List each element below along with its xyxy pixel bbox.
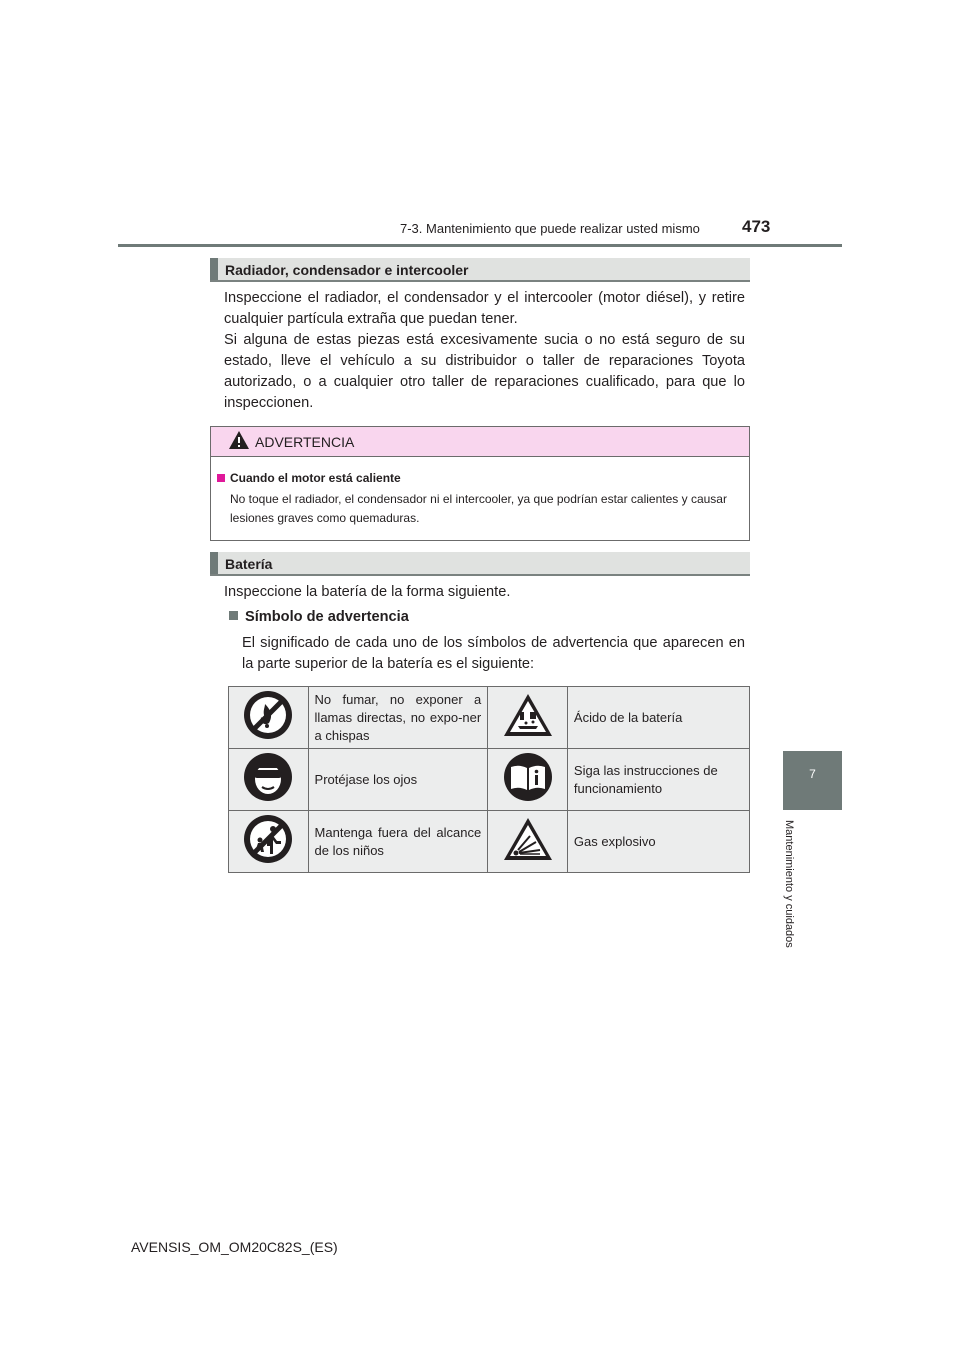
symbol-cell [488,687,568,749]
symbol-text: Mantenga fuera del alcance de los niños [308,811,488,873]
chapter-number: 7 [809,767,816,781]
chapter-label-text: Mantenimiento y cuidados [783,820,795,948]
battery-subheading-text: Símbolo de advertencia [245,609,409,625]
symbol-text: No fumar, no exponer a llamas directas, no expo-ner a chispas [308,687,488,749]
header-section-title: 7-3. Mantenimiento que puede realizar usted mismo [400,221,700,236]
symbol-cell [229,811,309,873]
symbol-cell [488,749,568,811]
symbol-text: Gas explosivo [567,811,749,873]
page-number: 473 [742,217,771,236]
battery-acid-icon [502,692,554,738]
battery-symbols-table [228,686,750,873]
pink-bullet-icon [217,474,225,482]
chapter-label [777,820,807,970]
symbol-text: Protéjase los ojos [308,749,488,811]
warning-box [210,426,750,541]
warning-title-text: Cuando el motor está caliente [230,471,401,485]
battery-description: El significado de cada uno de los símbolos de advertencia que aparecen en la parte superior de la batería es el siguiente: [242,635,745,672]
symbol-cell [488,811,568,873]
section-header-battery [210,552,750,576]
section-marker [210,258,218,280]
header-divider [118,244,842,247]
warning-title [217,471,401,485]
symbol-text: Ácido de la batería [567,687,749,749]
eye-protection-icon [243,752,293,802]
radiator-paragraph-1: Inspeccione el radiador, el condensador y el intercooler (motor diésel), y retire cualquier partícula extraña que puedan tener. [224,290,745,327]
battery-intro: Inspeccione la batería de la forma siguiente. [224,584,511,600]
table-row [229,811,750,873]
chapter-tab [783,751,842,810]
section-title-battery: Batería [225,556,273,572]
section-marker [210,552,218,574]
warning-header [211,427,749,457]
table-row [229,687,750,749]
warning-label: ADVERTENCIA [255,434,355,450]
section-header-radiator [210,258,750,282]
symbol-cell [229,749,309,811]
keep-away-from-children-icon [243,814,293,864]
symbol-text: Siga las instrucciones de funcionamiento [567,749,749,811]
warning-triangle-icon [228,430,250,450]
document-code: AVENSIS_OM_OM20C82S_(ES) [131,1239,338,1255]
operating-instructions-icon [503,752,553,802]
symbol-cell [229,687,309,749]
no-smoking-flames-sparks-icon [243,690,293,740]
battery-subheading [229,609,409,625]
table-row [229,749,750,811]
explosive-gas-icon [502,816,554,862]
radiator-paragraph-2: Si alguna de estas piezas está excesivamente sucia o no está seguro de su estado, lleve el vehículo a su distribuidor o taller de reparaciones Toyota autorizado, o a cualquier otro taller de reparaciones cualificado, para que lo inspeccionen. [224,332,745,411]
section-title-radiator: Radiador, condensador e intercooler [225,262,469,278]
warning-body: No toque el radiador, el condensador ni el intercooler, ya que podrían estar calientes y causar lesiones graves como quemaduras. [230,492,727,525]
square-bullet-icon [229,611,238,620]
